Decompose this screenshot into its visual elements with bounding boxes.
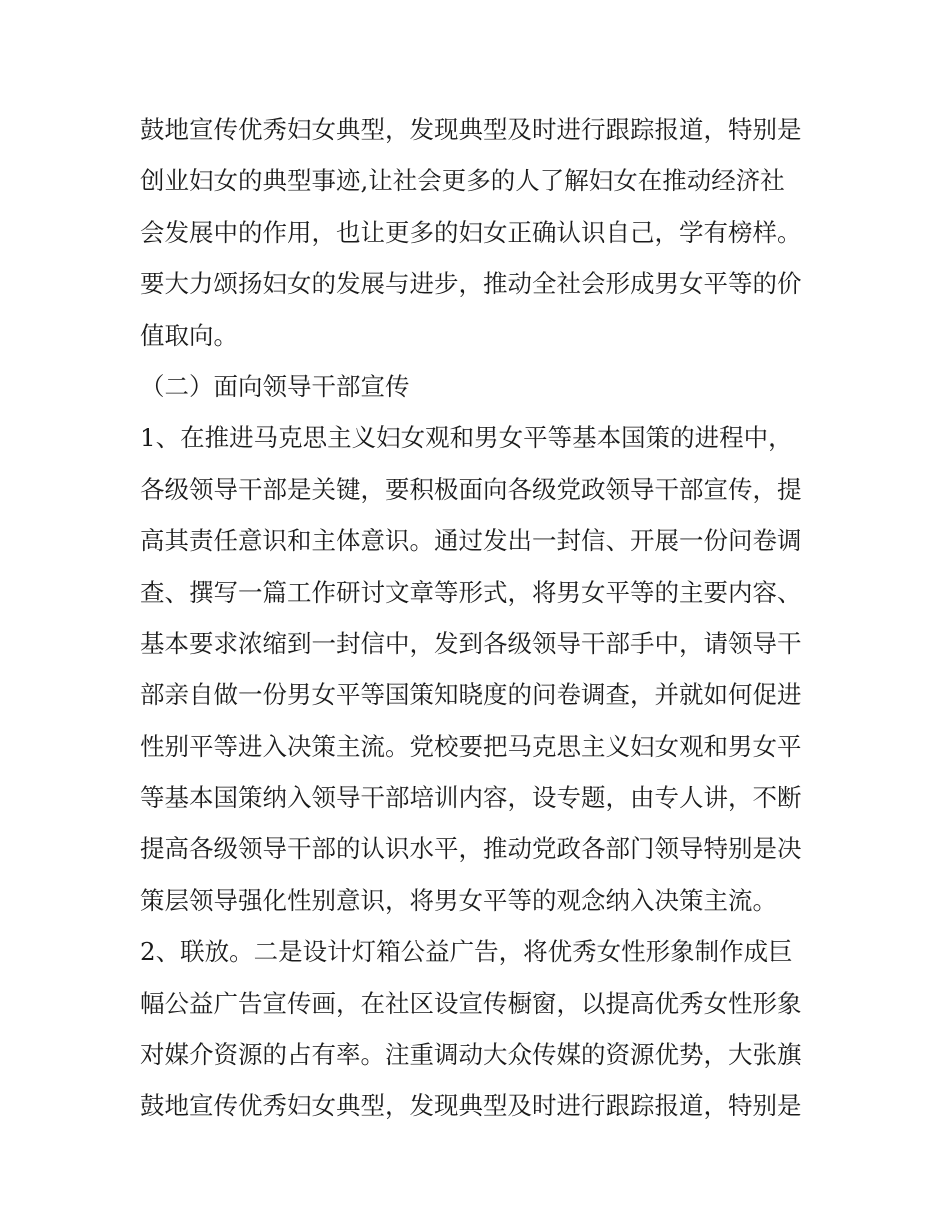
body-text (140, 104, 820, 1132)
text-line: 策层领导强化性别意识，将男女平等的观念纳入决策主流。 (140, 885, 777, 915)
text-line: 性别平等进入决策主流。党校要把马克思主义妇女观和男女平 (140, 731, 802, 761)
text-line: 会发展中的作用，也让更多的妇女正确认识自己，学有榜样。 (140, 217, 802, 247)
text-line: 对媒介资源的占有率。注重调动大众传媒的资源优势，大张旗 (140, 1040, 802, 1070)
text-line: 等基本国策纳入领导干部培训内容，设专题，由专人讲，不断 (140, 783, 802, 813)
text-line: 提高各级领导干部的认识水平，推动党政各部门领导特别是决 (140, 834, 802, 864)
text-line: 各级领导干部是关键，要积极面向各级党政领导干部宣传，提 (140, 474, 802, 504)
text-line: 基本要求浓缩到一封信中，发到各级领导干部手中，请领导干 (140, 628, 802, 658)
text-line: 幅公益广告宣传画，在社区设宣传橱窗，以提高优秀女性形象 (140, 988, 802, 1018)
text-line: 鼓地宣传优秀妇女典型，发现典型及时进行跟踪报道，特别是 (140, 1091, 802, 1121)
section-heading: （二）面向领导干部宣传 (140, 371, 410, 401)
text-line: 1、在推进马克思主义妇女观和男女平等基本国策的进程中， (140, 423, 793, 453)
text-line: 查、撰写一篇工作研讨文章等形式，将男女平等的主要内容、 (140, 577, 802, 607)
text-line: 要大力颂扬妇女的发展与进步，推动全社会形成男女平等的价 (140, 269, 802, 299)
text-line: 高其责任意识和主体意识。通过发出一封信、开展一份问卷调 (140, 526, 802, 556)
text-line: 创业妇女的典型事迹,让社会更多的人了解妇女在推动经济社 (140, 166, 785, 196)
text-line: 2、联放。二是设计灯箱公益广告，将优秀女性形象制作成巨 (140, 937, 793, 967)
text-line: 鼓地宣传优秀妇女典型，发现典型及时进行跟踪报道，特别是 (140, 115, 802, 144)
text-line: 部亲自做一份男女平等国策知晓度的问卷调查，并就如何促进 (140, 680, 802, 710)
text-line: 值取向。 (140, 320, 238, 350)
